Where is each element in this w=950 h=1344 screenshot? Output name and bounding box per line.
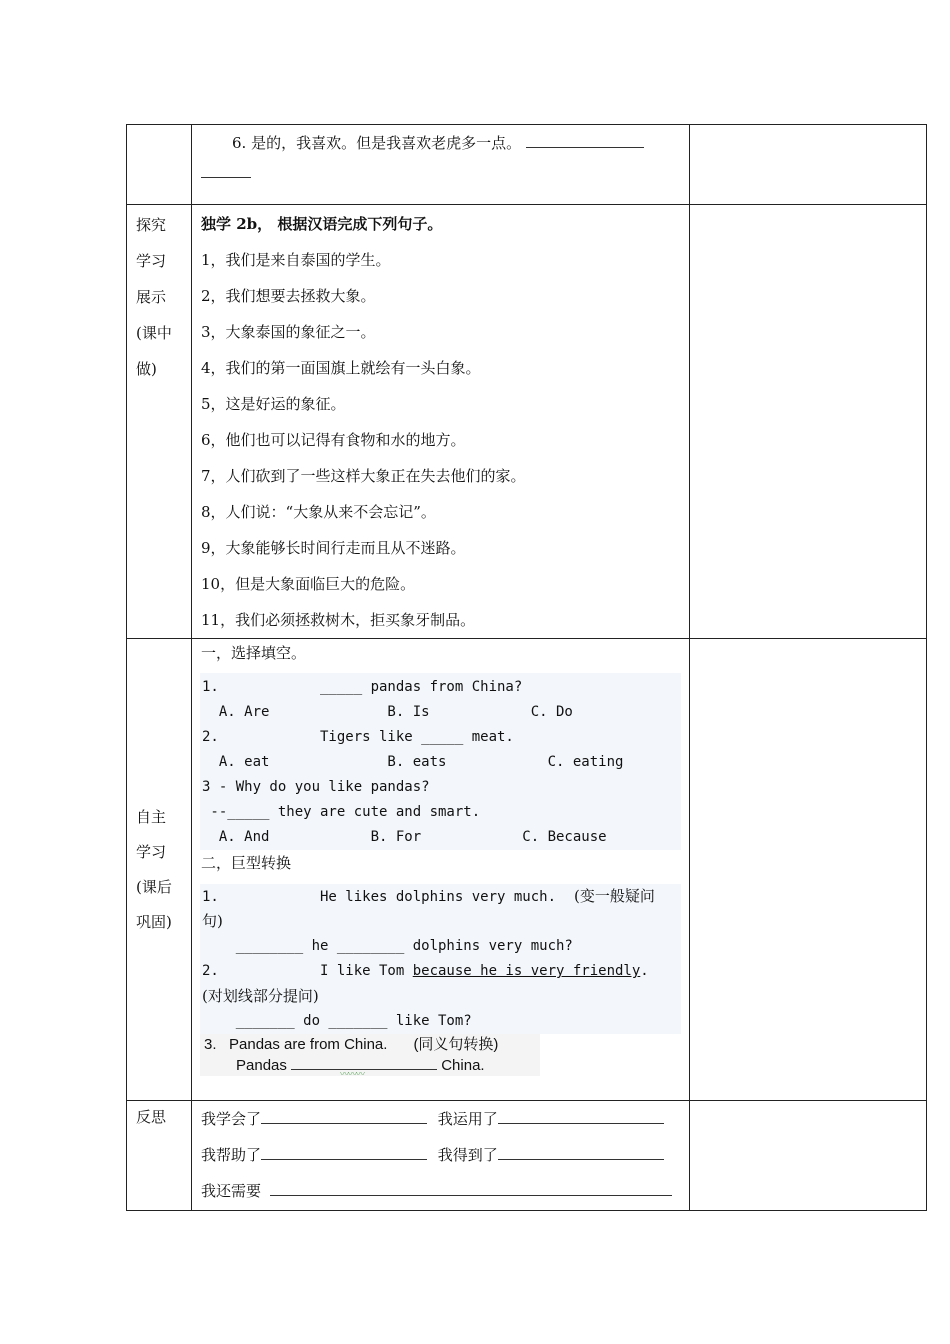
gained-blank	[498, 1158, 664, 1160]
explore-item: 1，我们是来自泰国的学生。	[201, 251, 391, 269]
t1-note2: 句)	[202, 912, 223, 930]
section1-title: 一，选择填空。	[201, 644, 307, 662]
t2-prefix: 2. I like Tom	[202, 963, 413, 979]
t3-stem-line	[200, 1034, 540, 1056]
t2-underlined: because he is very friendly	[412, 963, 641, 979]
self-study-content	[192, 639, 690, 1101]
row-previous	[127, 125, 927, 205]
explore-item: 6，他们也可以记得有食物和水的地方。	[201, 431, 466, 449]
explore-item: 4，我们的第一面国旗上就绘有一头白象。	[201, 359, 481, 377]
explore-item: 8，人们说：“大象从来不会忘记”。	[201, 503, 436, 521]
q1-options: A. Are B. Is C. Do	[202, 704, 573, 720]
learned-blank	[261, 1122, 427, 1124]
reflection-label: 反思	[127, 1101, 192, 1211]
explore-item: 5，这是好运的象征。	[201, 395, 346, 413]
self-study-label	[127, 639, 192, 1101]
need-blank	[270, 1194, 672, 1196]
q3-line2: --_____ they are cute and smart.	[202, 804, 481, 820]
explore-label-line: 展示	[136, 288, 167, 306]
t3-blank	[291, 1068, 437, 1070]
used-blank	[498, 1122, 664, 1124]
reflection-notes	[690, 1101, 927, 1211]
self-study-label-line: (课后	[136, 877, 172, 896]
row-previous-notes	[690, 125, 927, 205]
explore-notes	[690, 205, 927, 639]
answer-blank-cont	[201, 176, 251, 178]
row-previous-label	[127, 125, 192, 205]
q3-options: A. And B. For C. Because	[202, 829, 607, 845]
reflection-content	[192, 1101, 690, 1211]
reflection-line-1	[192, 1101, 689, 1137]
helped-label: 我帮助了	[201, 1146, 262, 1164]
t2-answer: _______ do _______ like Tom?	[202, 1013, 472, 1029]
t3-question-image	[200, 1034, 540, 1079]
q1-stem: 1. _____ pandas from China?	[202, 679, 523, 695]
t2-note: (对划线部分提问)	[202, 987, 319, 1005]
explore-label-line: 做)	[136, 360, 157, 378]
reflection-line-2	[192, 1137, 689, 1173]
self-study-notes	[690, 639, 927, 1101]
self-study-label-line: 学习	[136, 842, 167, 861]
explore-item: 3，大象泰国的象征之一。	[201, 323, 376, 341]
helped-blank	[261, 1158, 427, 1160]
q3-stem: 3 - Why do you like pandas?	[202, 779, 430, 795]
self-study-label-line: 巩固)	[136, 912, 172, 931]
t1-answer: ________ he ________ dolphins very much?	[202, 938, 573, 954]
row-reflection	[127, 1101, 927, 1211]
explore-label	[127, 205, 192, 639]
spellcheck-squiggle: 〰〰〰	[340, 1069, 365, 1079]
reflection-line-3	[192, 1173, 689, 1209]
explore-item: 2，我们想要去拯救大象。	[201, 287, 376, 305]
choice-questions	[200, 673, 681, 850]
self-study-label-line: 自主	[136, 807, 167, 826]
explore-item: 11，我们必须拯救树木，拒买象牙制品。	[201, 611, 476, 629]
explore-heading: 独学 2b， 根据汉语完成下列句子。	[201, 215, 443, 233]
transform-questions	[200, 884, 681, 1034]
explore-label-line: (课中	[136, 324, 172, 342]
answer-blank	[526, 146, 644, 148]
explore-label-line: 探究	[136, 216, 167, 234]
t3-answer-pre: Pandas	[236, 1057, 287, 1074]
row-explore	[127, 205, 927, 639]
explore-label-line: 学习	[136, 252, 167, 270]
explore-content	[192, 205, 690, 639]
explore-item: 7，人们砍到了一些这样大象正在失去他们的家。	[201, 467, 526, 485]
t1-stem-text: 1. He likes dolphins very much.	[202, 889, 557, 905]
q2-options: A. eat B. eats C. eating	[202, 754, 624, 770]
learned-label: 我学会了	[201, 1110, 262, 1128]
t3-answer-line	[200, 1056, 540, 1076]
t2-suffix: .	[640, 963, 649, 979]
t3-answer-post: China.	[441, 1057, 485, 1074]
worksheet-table	[126, 124, 927, 1211]
section2-title: 二，巨型转换	[201, 854, 292, 872]
need-label: 我还需要	[201, 1182, 262, 1200]
row-self-study	[127, 639, 927, 1101]
used-label: 我运用了	[437, 1110, 498, 1128]
sentence-6: 6. 是的，我喜欢。但是我喜欢老虎多一点。	[232, 134, 522, 152]
t1-note: (变一般疑问	[574, 887, 655, 905]
q2-stem: 2. Tigers like _____ meat.	[202, 729, 514, 745]
t3-stem: 3. Pandas are from China.	[204, 1036, 388, 1053]
t1-stem	[200, 884, 681, 909]
explore-item: 9，大象能够长时间行走而且从不迷路。	[201, 539, 466, 557]
t3-note: (同义句转换)	[413, 1036, 499, 1053]
gained-label: 我得到了	[437, 1146, 498, 1164]
t2-stem	[200, 959, 681, 984]
explore-item: 10，但是大象面临巨大的危险。	[201, 575, 416, 593]
row-previous-content	[192, 125, 690, 205]
